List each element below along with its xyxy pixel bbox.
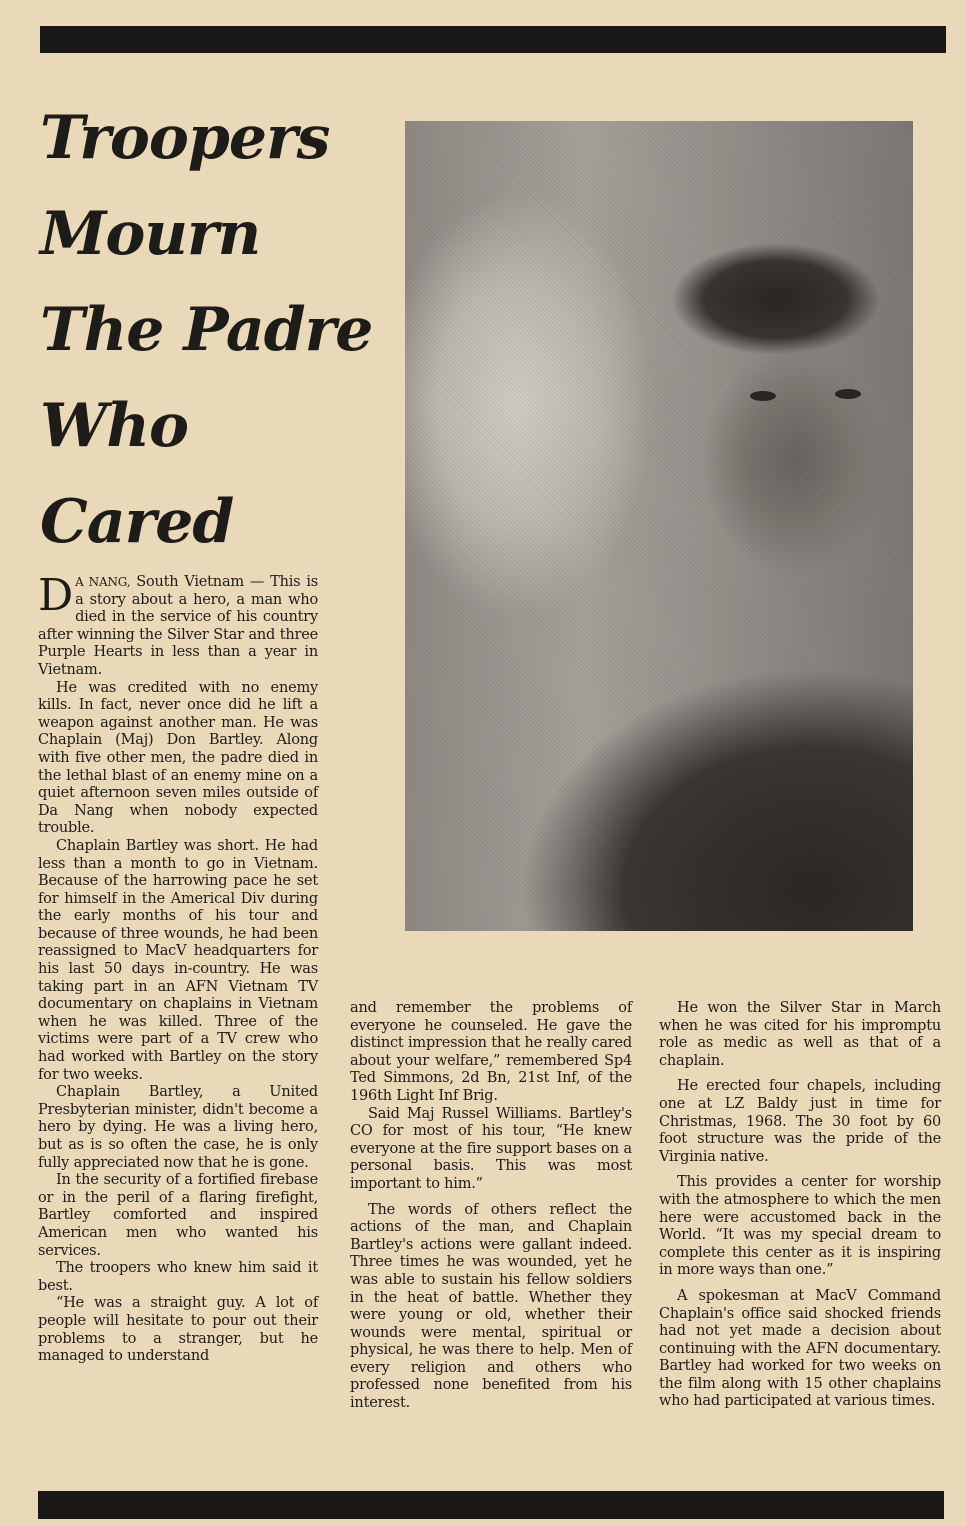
article-column-1 — [38, 570, 318, 1366]
paragraph: and remember the problems of everyone he counseled. He gave the distinct impression that he really cared about your welfare,” remembered Sp4 Ted Simmons, 2d Bn, 21st Inf, of the 196th Light Inf Brig. — [350, 1000, 632, 1104]
portrait-photo — [405, 121, 913, 931]
headline-line: Mourn — [40, 199, 261, 269]
headline — [40, 90, 390, 570]
article-column-3 — [659, 1000, 941, 1411]
photo-detail — [750, 391, 776, 401]
dateline: A NANG, — [75, 575, 131, 589]
headline-line: Who — [40, 391, 189, 461]
paragraph: He was credited with no enemy kills. In fact, never once did he lift a weapon against another man. He was Chaplain (Maj) Don Bartley. Along with five other men, the padre died in the lethal blast of an enemy mine on a quiet afternoon seven miles outside of Da Nang when nobody expected trouble. — [38, 679, 318, 837]
paragraph: He won the Silver Star in March when he was cited for his impromptu role as medic as well as that of a chaplain. — [659, 1000, 941, 1069]
lead-text: South Vietnam — This is a story about a hero, a man who died in the service of his country after winning the Silver Star and three Purple Hearts in less than a year in Vietnam. — [38, 574, 318, 678]
lead-paragraph — [38, 570, 318, 680]
article-column-2 — [350, 1000, 632, 1413]
headline-line: The Padre — [40, 295, 373, 365]
paragraph: In the security of a fortified firebase or in the peril of a flaring firefight, Bartley comforted and inspired American men who wanted his services. — [38, 1172, 318, 1259]
headline-line: Troopers — [40, 103, 330, 173]
top-rule — [40, 26, 946, 53]
photo-detail — [835, 389, 861, 399]
paragraph: He erected four chapels, including one at LZ Baldy just in time for Christmas, 1968. The 30 foot by 60 foot structure was the pride of the Virginia native. — [659, 1078, 941, 1165]
headline-line: Cared — [40, 487, 234, 557]
paragraph: This provides a center for worship with the atmosphere to which the men here were accustomed back in the World. “It was my special dream to complete this center as it is inspiring in more ways than one.” — [659, 1174, 941, 1279]
paragraph: Chaplain Bartley, a United Presbyterian minister, didn't become a hero by dying. He was a living hero, but as is so often the case, he is only fully appreciated now that he is gone. — [38, 1084, 318, 1171]
paragraph: The troopers who knew him said it best. — [38, 1260, 318, 1294]
paragraph: Chaplain Bartley was short. He had less than a month to go in Vietnam. Because of the harrowing pace he set for himself in the Americal Div during the early months of his tour and because of three wounds, he had been reassigned to MacV headquarters for his last 50 days in-country. He was taking part in an AFN Vietnam TV documentary on chaplains in Vietnam when he was killed. Three of the victims were part of a TV crew who had worked with Bartley on the story for two weeks. — [38, 837, 318, 1083]
bottom-rule — [38, 1491, 944, 1519]
paragraph: A spokesman at MacV Command Chaplain's office said shocked friends had not yet made a decision about continuing with the AFN documentary. Bartley had worked for two weeks on the film along with 15 other chaplains who had participated at various times. — [659, 1287, 941, 1410]
paragraph: Said Maj Russel Williams. Bartley's CO for most of his tour, “He knew everyone at the fire support bases on a personal basis. This was most important to him.” — [350, 1105, 632, 1192]
paragraph: The words of others reflect the actions of the man, and Chaplain Bartley's actions were gallant indeed. Three times he was wounded, yet he was able to sustain his fellow soldiers in the heat of battle. Whether they were young or old, whether their wounds were mental, spiritual or physical, he was there to help. Men of every religion and others who professed none benefited from his interest. — [350, 1201, 632, 1412]
paragraph: “He was a straight guy. A lot of people will hesitate to pour out their problems to a stranger, but he managed to understand — [38, 1295, 318, 1365]
drop-cap: D — [38, 570, 74, 621]
